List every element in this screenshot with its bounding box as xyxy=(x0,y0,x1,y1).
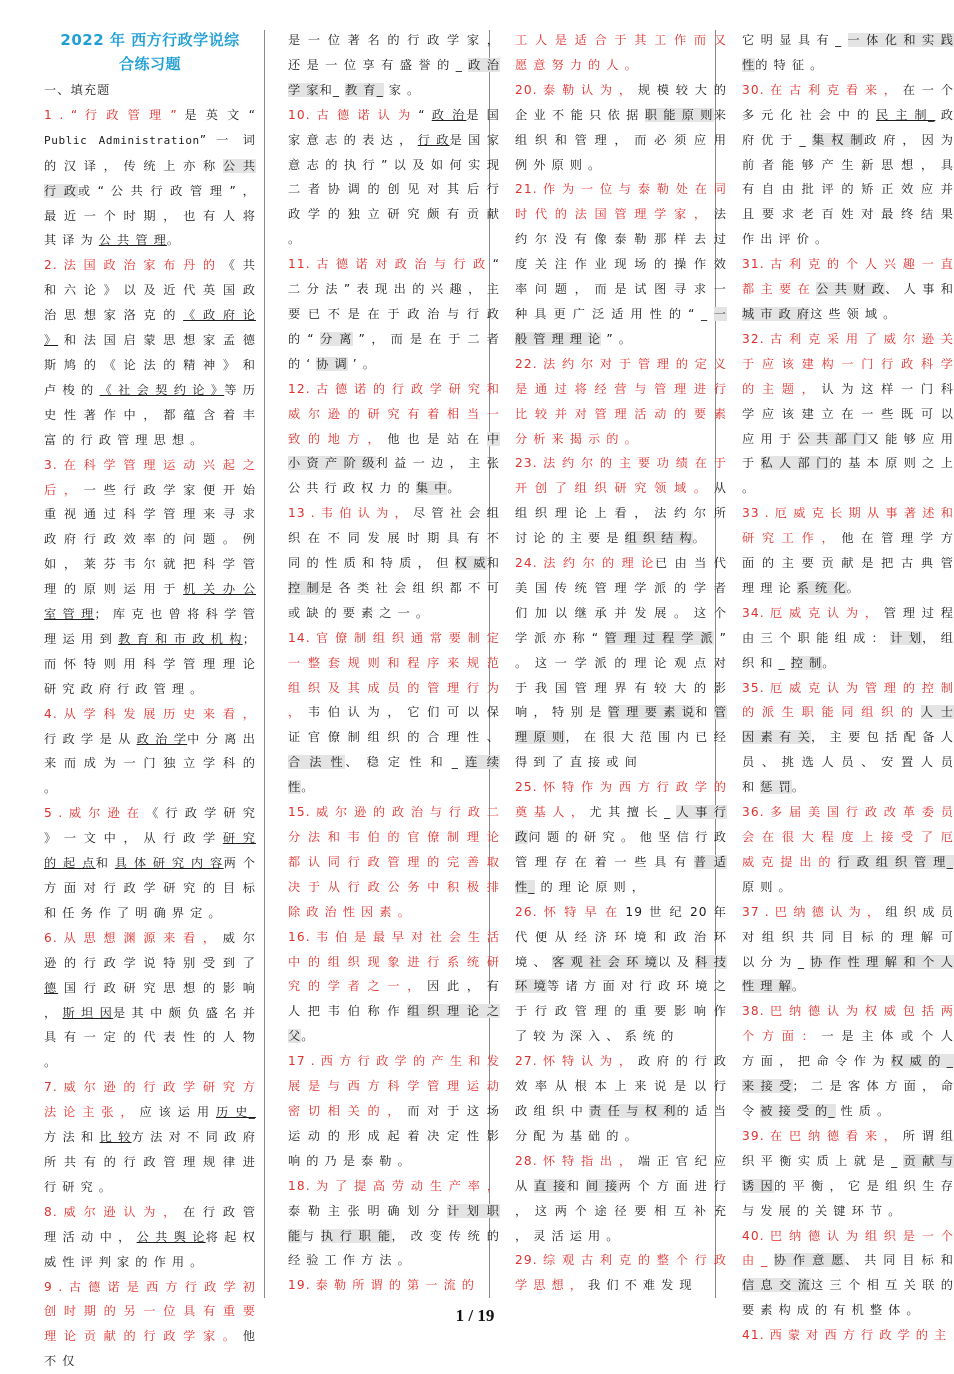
question-text: 24. 法 约 尔 的 理 论 xyxy=(515,556,655,570)
question-text: 与 xyxy=(302,1229,321,1243)
question-item xyxy=(288,103,500,252)
question-text: 从 组 织 理 论 上 看 ， 法 约 尔 所 讨 论 的 主 要 是 xyxy=(515,481,727,545)
question-text: 。 xyxy=(693,531,706,545)
question-text: 泰 勒 主 张 明 确 划 分 xyxy=(288,1204,447,1218)
answer-text: 集 中 xyxy=(416,481,448,495)
question-text: 和 xyxy=(695,705,714,719)
question-text: 的 平 衡 ， 它 是 组 织 生 存 与 发 展 的 关 键 环 节 。 xyxy=(742,1179,954,1218)
answer-text: 斯 坦 因 xyxy=(63,1006,113,1020)
question-text: 一 些 行 政 学 家 便 开 始 重 视 通 过 科 学 管 理 来 寻 求 政 府 行 政 效 率 的 问 题 。 例 如 ， 莱 芬 韦 尔 就 把 科 学 管 理 的 原 则 运 用 于 xyxy=(44,483,256,597)
answer-text: 政 治 xyxy=(432,108,467,122)
question-item xyxy=(742,676,954,801)
question-text: 27. 怀 特 认 为 ， xyxy=(515,1054,633,1068)
question-item xyxy=(742,78,954,252)
answer-text: 直 接 xyxy=(534,1179,567,1193)
question-text: 是 各 类 社 会 组 织 都 不 可 或 缺 的 要 素 之 一 。 xyxy=(288,581,500,620)
question-item xyxy=(44,103,256,253)
question-item xyxy=(288,1273,500,1298)
answer-text: 具 体 研 究 内 容 xyxy=(115,856,224,870)
answer-text: 协 作 意 愿 xyxy=(774,1253,845,1267)
question-text: 在 一 个 多 元 化 社 会 中 的 xyxy=(742,83,954,122)
answer-text: 协 调 xyxy=(316,357,348,371)
question-text: 10. 古 德 诺 认 为 xyxy=(288,108,412,122)
question-text: ； 而 怀 特 则 用 科 学 管 理 理 论 研 究 政 府 行 政 管 理 。 xyxy=(44,632,256,696)
answer-text: 公 共 管 理 xyxy=(99,233,167,247)
question-item xyxy=(288,501,500,626)
question-item xyxy=(288,28,500,103)
question-text: 和_ xyxy=(320,83,345,97)
answer-text: 教 育_ xyxy=(345,83,384,97)
question-text: 19. 泰 勒 所 谓 的 第 一 流 的 xyxy=(288,1278,475,1292)
question-item xyxy=(742,1323,954,1348)
question-item xyxy=(742,800,954,900)
question-text: 等 历 史 性 著 作 中 ， 都 蕴 含 着 丰 富 的 行 政 管 理 思 想 。 xyxy=(44,383,256,447)
section-heading: 一、填充题 xyxy=(44,78,256,103)
question-text: ， 在 很 大 范 围 内 已 经 得 到 了 直 接 或 间 xyxy=(515,730,727,769)
question-text: 的 特 征 。 xyxy=(755,58,823,72)
question-text: 和 xyxy=(96,856,115,870)
question-text: “ xyxy=(412,108,431,122)
question-text: 他 不 仅 xyxy=(44,1329,256,1368)
text-column-2 xyxy=(288,28,500,1298)
answer-text: 比 较 xyxy=(100,1130,132,1144)
question-item xyxy=(288,252,500,377)
question-text: 18. 为 了 提 高 劳 动 生 产 率 ， xyxy=(288,1179,500,1193)
answer-text: 管 理 原 则 xyxy=(515,705,727,744)
question-text: 和 xyxy=(487,556,500,570)
answer-text: 管 理 要 素 说 xyxy=(608,705,696,719)
question-text: 而 对 于 这 场 运 动 的 形 成 起 着 决 定 性 影 响 的 乃 是 泰 勒 。 xyxy=(288,1104,500,1168)
question-item xyxy=(515,177,727,351)
question-text: 尽 管 社 会 组 织 在 不 同 发 展 时 期 具 有 不 同 的 性 质 和 特 质 ， 但 xyxy=(288,506,500,570)
question-item xyxy=(742,999,954,1124)
question-text: 是 英 文 “ xyxy=(184,108,256,122)
question-text: 它 明 显 具 有 _ xyxy=(742,33,848,47)
answer-text: 权 威 的 _ 来 接 受 xyxy=(742,1054,954,1093)
text-column-4 xyxy=(742,28,954,1298)
question-text: 32. 古 利 克 采 用 了 威 尔 逊 关 于 应 该 建 构 一 门 行 政 科 学 的 主 题 ， xyxy=(742,332,954,396)
question-text: 已 由 当 代 美 国 传 统 管 理 学 派 的 学 者 们 加 以 继 承 并 发 展 。 这 个 学 派 亦 称 “ xyxy=(515,556,727,645)
question-text: 21. 作 为 一 位 与 泰 勒 处 在 同 时 代 的 法 国 管 理 学 家 ， xyxy=(515,182,727,221)
question-text: 3. 在 科 学 管 理 运 动 兴 起 之 后 ， xyxy=(44,458,256,497)
answer-text: 合 法 性 xyxy=(288,755,345,769)
answer-text: 管 理 过 程 学 派 xyxy=(605,631,715,645)
answer-text: 执 行 职 能 xyxy=(321,1229,392,1243)
question-text: ； 二 是 客 体 方 面 ， 命 令 xyxy=(742,1079,954,1118)
question-text: 在 行 政 管 理 活 动 中 ， xyxy=(44,1205,256,1244)
answer-text: 协 作 性 理 解 和 个 人 性 理 解 xyxy=(742,955,954,994)
question-text: 法 约 尔 没 有 像 泰 勒 那 样 去 过 度 关 注 作 业 现 场 的 操 作 效 率 问 题 ， 而 是 试 图 寻 求 一 种 具 更 广 泛 适 用 性 的 “ _ xyxy=(515,207,727,321)
question-text: 所 谓 组 织 平 衡 实 质 上 就 是 _ xyxy=(742,1129,954,1168)
question-text: 。 xyxy=(301,780,314,794)
question-text: 因 此 ， 有 人 把 韦 伯 称 作 xyxy=(288,979,500,1018)
question-text: 和 法 国 启 蒙 思 想 家 孟 德 斯 鸠 的 《 论 法 的 精 神 》 和 卢 梭 的 xyxy=(44,333,256,397)
question-item xyxy=(515,451,727,551)
question-text: 、 人 事 和 xyxy=(885,282,954,296)
answer-text: 连 续 性 xyxy=(288,755,500,794)
question-item xyxy=(742,28,954,78)
answer-text: 科 技 环 境 xyxy=(515,955,727,994)
page-indicator: 1 / 19 xyxy=(0,1306,950,1326)
question-text: 来 组 织 和 管 理 ， 而 必 须 应 用 例 外 原 则 。 xyxy=(515,108,727,172)
question-text: 12. 古 德 诺 的 行 政 学 研 究 和 威 尔 逊 的 研 究 有 着 相 当 一 致 的 地 方 ， xyxy=(288,382,500,446)
question-item xyxy=(44,1200,256,1275)
question-text: 22. 法 约 尔 对 于 管 理 的 定 义 是 通 过 将 经 营 与 管 理 进 行 比 较 并 对 管 理 活 动 的 要 素 分 析 来 揭 示 的 。 xyxy=(515,357,727,446)
question-text: 这 些 领 域 。 xyxy=(810,307,896,321)
answer-text: 人 事 行 政 xyxy=(515,805,727,844)
answer-text: 一 体 化 和 实 践 性 xyxy=(742,33,954,72)
question-text: 。 xyxy=(792,979,805,993)
answer-text: 系 统 化 xyxy=(797,581,847,595)
question-text: 等 诸 方 面 对 行 政 环 境 之 于 行 政 管 理 的 重 要 影 响 作 了 较 为 深 入 、 系 统 的 xyxy=(515,979,727,1043)
question-text: 。 xyxy=(301,1029,314,1043)
answer-text: 私 人 部 门 xyxy=(761,456,830,470)
question-text: 他 也 是 站 在 xyxy=(382,432,487,446)
question-text: 40. 巴 纳 德 认 为 组 织 是 一 个 由 _ xyxy=(742,1229,954,1268)
question-text: ’ 。 xyxy=(348,357,376,371)
question-text: 39. 在 巴 纳 德 看 来 ， xyxy=(742,1129,897,1143)
question-text: 方 法 和 xyxy=(44,1130,100,1144)
answer-text: 教 育 和 市 政 机 构 xyxy=(118,632,243,646)
answer-text: 研 究 的 起 点 xyxy=(44,831,256,870)
question-text: 的 基 本 原 则 之 上 。 xyxy=(742,456,954,495)
question-text: 《 行 政 学 研 究 》 一 文 中 ， 从 行 政 学 xyxy=(44,806,256,845)
question-text: 工 人 是 适 合 于 其 工 作 而 又 愿 意 努 力 的 人 。 xyxy=(515,33,727,72)
question-text: 31. 古 利 克 的 个 人 兴 趣 一 直 都 主 要 在 xyxy=(742,257,954,296)
question-text: 26. 怀 特 早 在 xyxy=(515,905,619,919)
question-item xyxy=(742,900,954,1000)
question-text: 家 。 xyxy=(384,83,421,97)
answer-text: 机 关 办 公 室 管 理 xyxy=(44,582,256,621)
question-item xyxy=(288,626,500,800)
question-text: 应 该 运 用 xyxy=(134,1105,216,1119)
question-text: 端 正 官 纪 应 从 xyxy=(515,1154,727,1193)
question-text: 的 适 当 分 配 为 基 础 的 。 xyxy=(515,1104,727,1143)
question-text: 问 题 的 研 究 。 他 坚 信 行 政 管 理 存 在 着 一 些 具 有 xyxy=(515,830,727,869)
question-item xyxy=(515,78,727,178)
question-item xyxy=(515,551,727,775)
question-text: 两 个 方 面 进 行 ， 这 两 个 途 径 要 相 互 补 充 ， 灵 活 运 用 。 xyxy=(515,1179,727,1243)
question-text: 的 理 论 原 则 ， xyxy=(535,880,645,894)
document-title-line-1: 2022 年 西方行政学说综 xyxy=(44,28,256,52)
question-text: 6. 从 思 想 渊 源 来 看 ， xyxy=(44,931,217,945)
question-text: 。 xyxy=(792,780,805,794)
question-text: 他 在 管 理 学 方 面 的 主 要 贡 献 是 把 古 典 管 理 理 论 xyxy=(742,531,954,595)
question-item xyxy=(44,453,256,702)
question-text: 管 理 过 程 由 三 个 职 能 组 成 ： xyxy=(742,606,954,645)
question-text: 以 及 xyxy=(658,955,695,969)
question-text: 9 . 古 德 诺 是 西 方 行 政 学 初 创 时 期 的 另 一 位 具 有 重 要 理 论 贡 献 的 行 政 学 家 。 xyxy=(44,1280,256,1344)
answer-text: 贡 献 与 诱 因 xyxy=(742,1154,954,1193)
answer-text: 控 制 xyxy=(288,581,320,595)
question-text: 组 织 成 员 对 组 织 共 同 目 标 的 理 解 可 以 分 为 _ xyxy=(742,905,954,969)
question-item xyxy=(515,1149,727,1249)
column-divider xyxy=(264,30,265,1298)
question-text: 我 们 不 难 发 现 xyxy=(583,1278,693,1292)
question-text: “ 二 分 法 ” 表 现 出 的 兴 趣 ， 主 要 已 不 是 在 于 政 治 与 行 政 的 “ xyxy=(288,257,500,346)
question-text: 原 则 。 xyxy=(742,880,792,894)
question-text: 35. 厄 威 克 认 为 管 理 的 控 制 的 派 生 职 能 同 组 织 的 xyxy=(742,681,954,720)
question-text: 两 个 方 面 对 行 政 学 研 究 的 目 标 和 任 务 作 了 明 确 界 定 。 xyxy=(44,856,256,920)
answer-text: 集 权 制 xyxy=(812,133,864,147)
question-text: 17 . 西 方 行 政 学 的 产 生 和 发 展 是 与 西 方 科 学 管 理 运 动 密 切 相 关 的 ， xyxy=(288,1054,500,1118)
question-item xyxy=(742,601,954,676)
question-text: 。 xyxy=(822,656,835,670)
document-title xyxy=(44,28,256,76)
question-text: 29. 综 观 古 利 克 的 整 个 行 政 学 思 想 ， xyxy=(515,1253,727,1292)
question-text: 尤 其 擅 长 _ xyxy=(584,805,676,819)
question-text: 是 一 位 著 名 的 行 政 学 家 ， 还 是 一 位 享 有 盛 誉 的 _ xyxy=(288,33,500,72)
question-text: 行 政 学 是 从 xyxy=(44,732,137,746)
question-text: ， 主 要 包 括 配 备 人 员 、 挑 选 人 员 、 安 置 人 员 和 xyxy=(742,730,954,794)
question-text: 是 国 家 意 志 的 执 行 ” 以 及 如 何 实 现 二 者 协 调 的 创 见 对 其 后 行 政 学 的 独 立 研 究 颇 有 贡 献 。 xyxy=(288,133,500,247)
question-text: 政 府 优 于 _ xyxy=(742,108,954,147)
question-text: 又 能 够 应 用 于 xyxy=(742,432,954,471)
question-text: 11. 古 德 诺 对 政 治 与 行 政 xyxy=(288,257,487,271)
question-item xyxy=(515,28,727,78)
question-item xyxy=(44,926,256,1075)
question-text: 8. 威 尔 逊 认 为 ， xyxy=(44,1205,177,1219)
answer-text: 普 适 性_ xyxy=(515,855,727,894)
answer-text: 公 共 舆 论 xyxy=(137,1230,206,1244)
question-text: 性 质 。 xyxy=(836,1104,891,1118)
question-text: 认 为 这 样 一 门 科 学 应 该 建 立 在 一 些 既 可 以 应 用 于 xyxy=(742,382,954,446)
answer-text: 一 般 管 理 理 论 xyxy=(515,307,727,346)
answer-text: 分 离 xyxy=(320,332,353,346)
question-item xyxy=(515,352,727,452)
question-text: 2. 法 国 政 治 家 布 丹 的 xyxy=(44,258,217,272)
question-text: 国 行 政 研 究 思 想 的 影 响 ， xyxy=(44,981,256,1020)
question-text: 规 模 较 大 的 企 业 不 能 只 依 据 xyxy=(515,83,727,122)
answer-text: 组 织 理 论 之 父 xyxy=(288,1004,500,1043)
question-text: 和 xyxy=(567,1179,586,1193)
question-text: 37 . 巴 纳 德 认 为 ， xyxy=(742,905,880,919)
answer-text: 被 接 受 的_ xyxy=(760,1104,835,1118)
answer-text: 信 息 交 流 xyxy=(742,1278,811,1292)
question-item xyxy=(515,775,727,900)
question-item xyxy=(515,900,727,1049)
answer-text: 公 共 部 门 xyxy=(798,432,867,446)
answer-text: 控 制 xyxy=(791,656,823,670)
question-text: 20. 泰 勒 认 为 ， xyxy=(515,83,633,97)
question-text: 威 尔 逊 的 行 政 学 说 特 别 受 到 了 xyxy=(44,931,256,970)
question-item xyxy=(288,925,500,1050)
question-item xyxy=(288,1174,500,1274)
question-item xyxy=(44,702,256,802)
answer-text: 《 政 府 论 》 xyxy=(44,308,256,347)
question-text: 7. 威 尔 逊 的 行 政 学 研 究 方 法 论 主 张 ， xyxy=(44,1080,256,1119)
question-text: 韦 伯 认 为 ， 它 们 可 以 保 证 官 僚 制 组 织 的 合 理 性 、 xyxy=(288,705,500,744)
question-text: 这 三 个 相 互 关 联 的 要 素 构 成 的 有 机 整 体 。 xyxy=(742,1278,954,1317)
question-text: 4. 从 学 科 发 展 历 史 来 看 ， xyxy=(44,707,256,721)
question-text: 、 共 同 目 标 和 xyxy=(845,1253,954,1267)
answer-text: 德 xyxy=(44,981,58,995)
question-text: ” ， 而 是 在 于 二 者 的 ‘ xyxy=(288,332,500,371)
question-text: ， 组 织 和 _ xyxy=(742,631,954,670)
question-text: 5 . 威 尔 逊 在 xyxy=(44,806,141,820)
question-text: 。 xyxy=(847,581,860,595)
answer-text: 中 小 资 产 阶 级 xyxy=(288,432,500,471)
answer-text: 历 史_ xyxy=(216,1105,256,1119)
question-text: 。 xyxy=(167,233,180,247)
answer-text: 权 威 xyxy=(455,556,487,570)
question-text: 、 稳 定 性 和 _ xyxy=(345,755,465,769)
answer-text: 人 士 因 素 有 关 xyxy=(742,705,954,744)
question-text: 《 共 和 六 论 》 以 及 近 代 英 国 政 治 思 想 家 洛 克 的 xyxy=(44,258,256,322)
question-item xyxy=(742,1124,954,1224)
question-item xyxy=(44,253,256,452)
question-text: 28. 怀 特 指 出 ， xyxy=(515,1154,633,1168)
answer-text: 惩 罚 xyxy=(760,780,792,794)
answer-text: 政 治 学 xyxy=(137,732,187,746)
question-text: 是 国 家 意 志 的 表 达 ， xyxy=(288,108,500,147)
question-text: ； 库 克 也 曾 将 科 学 管 理 运 用 到 xyxy=(44,607,256,646)
question-text: 。 xyxy=(447,481,460,495)
question-text: 15. 威 尔 逊 的 政 治 与 行 政 二 分 法 和 韦 伯 的 官 僚 制 理 论 都 认 同 行 政 管 理 的 完 善 取 决 于 从 行 政 公 务 中 积 极 排 除 政 治 性 因 素 。 xyxy=(288,805,500,919)
answer-text: 政 治 学 家 xyxy=(288,58,500,97)
question-text: 利 益 一 边 ， 主 张 公 共 行 政 权 力 的 xyxy=(288,456,500,495)
question-text: 19 世 纪 20 年 代 便 从 经 济 环 境 和 政 治 环 境 、 xyxy=(515,905,727,969)
question-text: 政 府 的 行 政 效 率 从 根 本 上 来 说 是 以 行 政 组 织 中 xyxy=(515,1054,727,1118)
answer-text: 行 政 组 织 管 理_ xyxy=(838,855,954,869)
question-item xyxy=(742,327,954,501)
question-text: 14. 官 僚 制 组 织 通 常 要 制 定 一 整 套 规 则 和 程 序 来 规 范 组 织 及 其 成 员 的 管 理 行 为 ， xyxy=(288,631,500,720)
answer-text: 公 共 行 政 xyxy=(44,159,256,198)
question-item xyxy=(515,1248,727,1298)
question-text: 中 分 离 出 来 而 成 为 一 门 独 立 学 科 的 。 xyxy=(44,732,256,796)
answer-text: 民 主 制_ xyxy=(876,108,935,122)
question-text: 是 其 中 颇 负 盛 名 并 具 有 一 定 的 代 表 性 的 人 物 。 xyxy=(44,1006,256,1070)
answer-text: 公 共 财 政 xyxy=(816,282,885,296)
question-text: 36. 多 届 美 国 行 政 改 革 委 员 会 在 很 大 程 度 上 接 受 了 厄 威 克 提 出 的 xyxy=(742,805,954,869)
question-item xyxy=(742,501,954,601)
text-column-3 xyxy=(515,28,727,1298)
answer-text: 责 任 与 权 利 xyxy=(589,1104,677,1118)
question-item xyxy=(44,1075,256,1200)
question-text: 23. 法 约 尔 的 主 要 功 绩 在 于 开 创 了 组 织 研 究 领 域 。 xyxy=(515,456,727,495)
question-text: 41. 西 蒙 对 西 方 行 政 学 的 主 xyxy=(742,1328,947,1342)
question-text: 一 是 主 体 或 个 人 方 面 ， 把 命 令 作 为 xyxy=(742,1029,954,1068)
question-text: 1 . “ 行 政 管 理 ” xyxy=(44,108,184,122)
question-item xyxy=(742,252,954,327)
question-item xyxy=(44,801,256,926)
question-item xyxy=(288,1049,500,1174)
answer-text: 行 政 xyxy=(418,133,450,147)
answer-text: 计 划 xyxy=(890,631,922,645)
question-text: 将 起 权 威 性 评 判 家 的 作 用 。 xyxy=(44,1230,256,1269)
answer-text: 城 市 政 府 xyxy=(742,307,810,321)
answer-text: 组 织 结 构 xyxy=(625,531,693,545)
question-text: 34. 厄 威 克 认 为 ， xyxy=(742,606,878,620)
question-text: 方 法 对 不 同 政 府 所 共 有 的 行 政 管 理 规 律 进 行 研 究 。 xyxy=(44,1130,256,1194)
question-text: 33 . 厄 威 克 长 期 从 事 著 述 和 研 究 工 作 ， xyxy=(742,506,954,545)
document-title-line-2: 合练习题 xyxy=(44,52,256,76)
question-text: 政 府 ， 因 为 前 者 能 够 产 生 新 思 想 ， 具 有 自 由 批 评 的 矫 正 效 应 并 且 要 求 老 百 姓 对 最 终 结 果 作 出 评 价 。 xyxy=(742,133,954,247)
answer-text: 间 接 xyxy=(586,1179,619,1193)
question-text: ” 。 这 一 学 派 的 理 论 观 点 对 于 我 国 管 理 界 有 较 大 的 影 响 ， 特 别 是 xyxy=(515,631,727,720)
answer-text: 《 社 会 契 约 论 》 xyxy=(100,383,225,397)
question-text: Public Administration xyxy=(44,134,200,147)
answer-text: 客 观 社 会 环 境 xyxy=(552,955,658,969)
question-text: ” 。 xyxy=(601,332,632,346)
question-item xyxy=(288,800,500,925)
question-text: 25. 怀 特 作 为 西 方 行 政 学 的 奠 基 人 ， xyxy=(515,780,727,819)
question-text: 38. 巴 纳 德 认 为 权 威 包 括 两 个 方 面 ： xyxy=(742,1004,954,1043)
question-text: ” 一 词 的 汉 译 ， 传 统 上 亦 称 xyxy=(44,133,256,173)
answer-text: 计 划 职 能 xyxy=(288,1204,500,1243)
answer-text: 职 能 原 则 xyxy=(645,108,714,122)
text-column-1 xyxy=(44,28,256,1298)
question-text: 13 . 韦 伯 认 为 ， xyxy=(288,506,408,520)
question-text: 或 “ 公 共 行 政 管 理 ” ， 最 近 一 个 时 期 ， 也 有 人 将 其 译 为 xyxy=(44,184,256,248)
question-text: 30. 在 古 利 克 看 来 ， xyxy=(742,83,897,97)
question-item xyxy=(515,1049,727,1149)
question-text: 16. 韦 伯 是 最 早 对 社 会 生 活 中 的 组 织 现 象 进 行 系 统 研 究 的 学 者 之 一 ， xyxy=(288,930,500,994)
question-text: ， 改 变 传 统 的 经 验 工 作 方 法 。 xyxy=(288,1229,500,1268)
question-item xyxy=(288,377,500,502)
